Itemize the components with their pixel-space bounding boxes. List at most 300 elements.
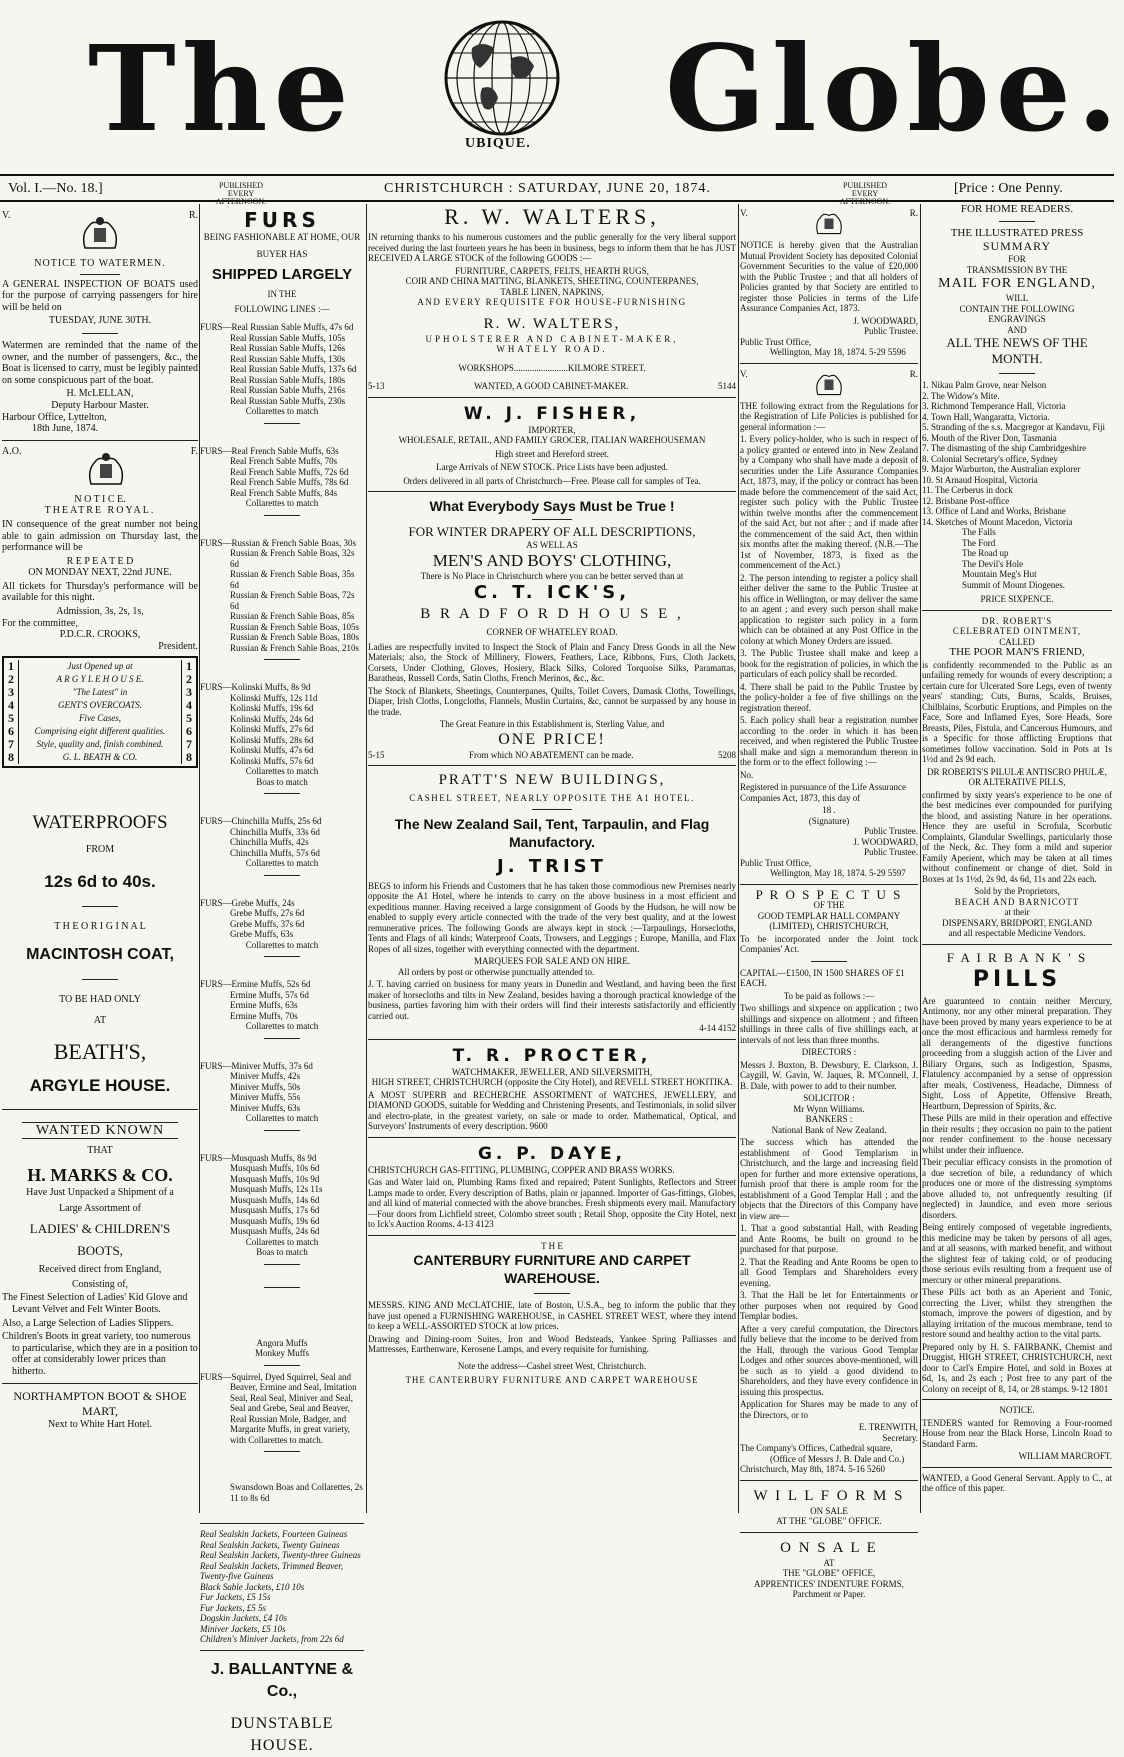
sold-by: Sold by the Proprietors, [974, 886, 1060, 896]
fur-item: Kolinski Muffs, 12s 11d [230, 692, 318, 703]
box-line: Comprising eight different qualities. [34, 726, 166, 737]
office: Public Trust Office, [740, 336, 812, 347]
trist-text-2: J. T. having carried on business for many years in Dunedin and Westland, and having been the first maker of horsecloths and tilts in New Zealand, besides having a thorough practical knowledge of the business, parties favoring him with their orders will find their interests satisfactorily and efficiently carried out. [368, 979, 736, 1021]
collarettes: Collarettes to match [245, 1021, 319, 1031]
fur-item: Russian & French Sable Boas, 72s 6d [230, 590, 355, 611]
fairbank-text-4: Being entirely composed of vegetable ingredients, this medicine may be taken by persons of all ages, and at all seasons, with marked benefit, and without the slightest fear of taking cold, or of producing those serious evils resulting from a frequent use of mercury or other mineral preparations. [922, 1222, 1112, 1285]
office: Harbour Office, Lyttelton, [2, 411, 107, 423]
for: FOR [1008, 254, 1026, 264]
that: THAT [87, 1145, 113, 1157]
macintosh-coat: MACINTOSH COAT, [26, 945, 174, 963]
fur-group-head: FURS—Grebe Muffs, 24s [200, 897, 295, 908]
boots-item: Children's Boots in great variety, too numerous to particularise, which they are in a position to offer at considerably lower prices than hitherto. [2, 1331, 198, 1377]
column-rule [920, 204, 921, 1513]
canterbury-footer: THE CANTERBURY FURNITURE AND CARPET WAREHOUSE [405, 1375, 699, 1385]
royal-arms-icon [75, 214, 125, 254]
date-place: CHRISTCHURCH : SATURDAY, JUNE 20, 1874. [384, 181, 711, 196]
date: Wellington, May 18, 1874. 5-29 5597 [770, 868, 906, 878]
engraving-item: 8. Colonial Secretary's office, Sydney [922, 453, 1058, 464]
regulation-3: 3. The Public Trustee shall make and keep a book for the registration of policies, in which the particulars of each policy shall be recorded. [740, 648, 918, 679]
fairbank-text: Are guaranteed to contain neither Mercury, Antimony, nor any other mineral preparation. They have been proved by many years experience to be at once the most efficacious and harmless remedy for all derangements of the digestive functions proceeding from a sluggish action of the Liver and Biliary Organs, such as Indigestion, Spasms, Flatulency accompanied by a sense of oppression after meals, Costiveness, Headache, Dimness of Sight, Loss of Appetite, Offensive Breath, Heartburn, Depression of Spirits, &c. [922, 995, 1112, 1111]
box-number: 1 [8, 659, 14, 674]
fur-group-head: FURS—Kolinski Muffs, 8s 9d [200, 682, 311, 692]
illustrated-press: THE ILLUSTRATED PRESS [950, 226, 1084, 239]
jacket-item: Real Sealskin Jackets, Twenty Guineas [200, 1539, 340, 1550]
mens-boys-clothing: MEN'S AND BOYS' CLOTHING, [432, 550, 672, 570]
engraving-item: 11. The Cerberus in dock [922, 485, 1013, 495]
fur-item: Real French Sable Muffs, 78s 6d [230, 477, 349, 487]
notice-watermen-title: NOTICE TO WATERMEN. [34, 258, 166, 269]
fur-item: Grebe Muffs, 63s [230, 929, 294, 939]
indenture-forms: APPRENTICES' INDENTURE FORMS, [754, 1578, 904, 1589]
box-number: 6 [8, 724, 14, 739]
ick-text-2: The Stock of Blankets, Sheetings, Counterpanes, Quilts, Toilet Covers, Damask Cloths, Towellings, Diaper, Irish Cloths, Longcloths, Flannels, Muslin Curtains, &c, cannot be surpassed by any house in the trade. [368, 685, 736, 717]
fur-item: Real Russian Sable Muffs, 126s [230, 343, 346, 353]
on-sale-heading: O N S A L E [780, 1539, 878, 1556]
summary: SUMMARY [982, 239, 1052, 253]
no-place: There is No Place in Christchurch where you can be better served than at [420, 570, 684, 581]
fur-item: Ermine Muffs, 57s 6d [230, 989, 309, 1000]
templar-object-2: 2. That the Reading and Ante Rooms be open to all Good Templars and Shareholders every evening. [740, 1256, 918, 1288]
boas-to-match: Boas to match [256, 1247, 308, 1257]
note-address: Note the address—Cashel street West, Christchurch. [457, 1360, 647, 1371]
fur-item: Musquash Muffs, 14s 6d [230, 1194, 320, 1205]
fisher-address: High street and Hereford street. [495, 448, 609, 459]
prospectus: P R O S P E C T U S [755, 886, 903, 902]
registered-text: Registered in pursuance of the Life Assurance Companies Act, 1873, this day of [740, 782, 906, 803]
signature-title: Deputy Harbour Master. [51, 399, 149, 411]
the: T H E [541, 1240, 563, 1251]
jacket-item: Real Sealskin Jackets, Fourteen Guineas [200, 1529, 348, 1539]
collarettes: Collarettes to match [245, 858, 319, 868]
published-note-left: PUBLISHED EVERY AFTERNOON. [215, 181, 267, 206]
fur-item: Kolinski Muffs, 24s 6d [230, 713, 314, 724]
r-mark: R. [188, 210, 198, 221]
column-1 [2, 204, 198, 1511]
column-5 [922, 204, 1112, 1511]
fur-item: Kolinski Muffs, 47s 6d [230, 745, 314, 755]
incorporated: To be incorporated under the Joint tock Companies' Act. [740, 933, 918, 954]
office: The Company's Offices, Cathedral square, [740, 1443, 893, 1453]
fairbanks: F A I R B A N K ' S [946, 949, 1088, 965]
h-marks: H. MARKS & CO. [27, 1165, 173, 1185]
great-feature: The Great Feature in this Establishment is, Sterling Value, and [439, 719, 665, 729]
ballantyne: J. BALLANTYNE & Co., [210, 1660, 354, 1700]
box-line: "The Latest" in [72, 687, 128, 698]
ref-number: 5208 [718, 749, 736, 760]
price-sixpence: PRICE SIXPENCE. [980, 594, 1054, 604]
nz-sail-manufactory: The New Zealand Sail, Tent, Tarpaulin, and Flag Manufactory. [394, 815, 710, 850]
year: 18 . [822, 805, 836, 815]
repeated: R E P E A T E D [66, 555, 134, 567]
fur-item: Musquash Muffs, 17s 6d [230, 1205, 320, 1215]
royal-arms-icon [809, 369, 849, 399]
jacket-item: Black Sable Jackets, £10 10s [200, 1581, 305, 1592]
contain: CONTAIN THE FOLLOWING [959, 303, 1075, 314]
collarettes: Collarettes to match [245, 939, 319, 950]
no-abatement: From which NO ABATEMENT can be made. [468, 749, 634, 760]
box-line: Just Opened up at [67, 661, 133, 672]
public-trustee: Public Trustee. [863, 326, 918, 336]
pratts-buildings: PRATT'S NEW BUILDINGS, [438, 772, 666, 788]
published-note-right: PUBLISHED EVERY AFTERNOON. [839, 181, 891, 206]
column-3 [368, 204, 736, 1511]
engraving-item: 6. Mouth of the River Don, Tasmania [922, 432, 1057, 443]
fisher-orders: Orders delivered in all parts of Christchurch—Free. Please call for samples of Tea. [403, 475, 701, 486]
cashel-street: CASHEL STREET, NEARLY OPPOSITE THE A1 HOTEL. [409, 793, 695, 803]
fur-item: Musquash Muffs, 19s 6d [230, 1215, 320, 1226]
beaths: BEATH'S, [53, 1038, 147, 1064]
jacket-item: Fur Jackets, £5 5s [200, 1602, 266, 1613]
directors-list: Messrs J. Buxton, B. Dewsbury, E. Clarkson, J. Caygill, W. Gavin, W. Jaques, R. M'Connell, J. B. Dale, with power to add to their number. [740, 1059, 918, 1091]
called: CALLED [999, 636, 1035, 647]
engraving-subitem: Mountain Meg's Hut [962, 569, 1037, 579]
king-text-2: Drawing and Dining-room Suites, Iron and Wood Bedsteads, Yankee Spring Palliasses and Mattresses, Earthenware, Kerosene Lamps, and every requisite for furnishing. [368, 1333, 736, 1354]
column-rule [738, 204, 739, 1513]
president: President. [158, 640, 198, 652]
fur-item: Kolinski Muffs, 19s 6d [230, 703, 314, 713]
orders-attended: All orders by post or otherwise punctually attended to. [398, 966, 595, 977]
signature: J. WOODWARD, [853, 315, 918, 326]
price: [Price : One Penny. [954, 181, 1063, 196]
jacket-item: Real Sealskin Jackets, Trimmed Beaver, Twenty-five Guineas [200, 1560, 343, 1581]
fur-group-head: FURS—Russian & French Sable Boas, 30s [200, 537, 357, 548]
engraving-item: 10. St Arnaud Hospital, Victoria [922, 474, 1038, 485]
squirrel-furs: FURS—Squirrel, Dyed Squirrel, Seal and Beaver, Ermine and Seal, Imitation Seal, Real Seal, Miniver and Seal, Seal and Grebe, Seal and Beaver, Real Russian Mole, Badger, and Margarite Muffs, in great variety, with Collarettes to match. [200, 1371, 357, 1445]
winter-drapery: FOR WINTER DRAPERY OF ALL DESCRIPTIONS, [408, 524, 696, 539]
engraving-subitem: The Devil's Hole [962, 558, 1024, 569]
fur-item: Real Russian Sable Muffs, 137s 6d [230, 364, 357, 374]
box-number: 4 [8, 698, 14, 713]
public-trustee: Public Trustee. [863, 847, 918, 857]
corner-whateley: CORNER OF WHATELEY ROAD. [486, 627, 618, 637]
royal-arms-icon [809, 208, 849, 238]
king-text: MESSRS. KING AND McCLATCHIE, late of Boston, U.S.A., beg to inform the public that they have just opened a FURNISHING WAREHOUSE, in CASHEL STREET WEST, where they intend to keep a WELL-ASSORTED STOCK at low prices. [368, 1300, 736, 1331]
box-line: A R G Y L E H O U S E. [56, 674, 144, 685]
jacket-item: Fur Jackets, £5 15s [200, 1592, 271, 1602]
collarettes: Collarettes to match [245, 1113, 319, 1123]
received: Received direct from England, [38, 1264, 162, 1276]
at: AT [93, 1015, 107, 1027]
regulation-2: 2. The person intending to register a policy shall either deliver the same to the Public Trustee at his office in Wellington, or may deliver the same to an agent ; and every such person shall make application to register such policy in a form which can be obtained at any Post Office in the colony at which Money Orders are issued. [740, 572, 918, 646]
argyle-house-box [2, 656, 198, 768]
angora-muffs: Angora Muffs [256, 1337, 308, 1348]
canterbury-warehouse: CANTERBURY FURNITURE AND CARPET WAREHOUSE. [413, 1252, 691, 1286]
box-number: 2 [8, 672, 14, 687]
ointment-text: is confidently recommended to the Public as an unfailing remedy for wounds of every description; a certain cure for Ulcerated Sore Legs, even of twenty years' standing; Cuts, Burns, Scalds, Bruises, Chilblains, Scorbutic Eruptions, and Pimples on the Face, Sore and Inflamed Eyes, Sore Heads, Sore Breasts, Piles, Fistula, and Cancerous Humours, and is a Specific for those afflicting Eruptions that sometimes follow vaccination. Sold in Pots at 1s 1½d and 2s 9d each. [922, 659, 1112, 764]
parchment: Parchment or Paper. [792, 1589, 866, 1599]
date: Christchurch, May 8th, 1874. 5-16 5260 [740, 1464, 885, 1474]
walters-name: R. W. WALTERS, [483, 315, 621, 332]
procter-text: A MOST SUPERB and RECHERCHE ASSORTMENT of WATCHES, JEWELLERY, and DIAMOND GOODS, suitable for Wedding and Christening Presents, and Testimonials, in solid silver and electro-plate, in the greatest variety, on sale or made to order. Mathematical, Optical, and Surveyors' Instruments of every description. 9600 [368, 1089, 736, 1131]
collarettes: Collarettes to match [245, 498, 319, 508]
fisher-heading: W. J. FISHER, [463, 403, 641, 424]
walters-text: IN returning thanks to his numerous customers and the public generally for the very liberal support received during the last fourteen years he has been in business, begs to inform them that he has JUST RECEIVED A LARGE STOCK of the following GOODS :— [368, 232, 736, 263]
f-mark: F. [190, 445, 198, 457]
ref-number: 5-13 [368, 381, 385, 391]
box-number: 3 [186, 685, 192, 700]
box-number: 8 [186, 750, 192, 765]
fur-group-head: FURS—Ermine Muffs, 52s 6d [200, 979, 311, 989]
masthead-title-right: Globe. [665, 19, 1124, 158]
pills-heading: PILLS [972, 966, 1062, 992]
fur-item: Musquash Muffs, 12s 11s [230, 1184, 323, 1194]
inspection-date: TUESDAY, JUNE 30TH. [48, 315, 152, 327]
on-sale: ON SALE [810, 1505, 848, 1516]
what-everybody-says: What Everybody Says Must be True ! [429, 498, 675, 514]
box-number: 6 [186, 724, 192, 739]
office-2: (Office of Messrs J. B. Dale and Co.) [770, 1453, 905, 1464]
ref-number: 5144 [717, 381, 736, 391]
masthead [0, 0, 1124, 170]
being-fashionable: BEING FASHIONABLE AT HOME, OUR [203, 232, 361, 242]
fur-item: Musquash Muffs, 24s 6d [230, 1226, 320, 1236]
roberts: DR. ROBERT'S [981, 615, 1053, 626]
waterproof-price: 12s 6d to 40s. [44, 872, 156, 892]
fur-item: Chinchilla Muffs, 33s 6d [230, 826, 320, 837]
wanted-servant: WANTED, a Good General Servant. Apply to C., at the office of this paper. [922, 1472, 1112, 1493]
signature: J. WOODWARD, [853, 836, 918, 847]
marcroft: WILLIAM MARCROFT. [1018, 1451, 1112, 1461]
boots-item: Also, a Large Selection of Ladies Slippers. [2, 1317, 174, 1329]
walters-goods: TABLE LINEN, NAPKINS, [500, 286, 604, 297]
monday-date: ON MONDAY NEXT, 22nd JUNE. [28, 567, 172, 579]
fur-item: Ermine Muffs, 70s [230, 1010, 298, 1021]
walters-workshops: WORKSHOPS........................KILMORE STREET. [458, 362, 646, 373]
templar-text-2: After a very careful computation, the Directors fully believe that the income to be derived from the Hall, through the various Good Templar Lodges and other sources above-mentioned, will be such as to yield a good dividend to Shareholders, and they have every confidence in issuing this prospectus. [740, 1323, 918, 1397]
no: No. [740, 769, 754, 780]
daye-heading: G. P. DAYE, [477, 1143, 627, 1164]
all-the-news: ALL THE NEWS OF THE MONTH. [946, 335, 1088, 366]
amp-notice: NOTICE is hereby given that the Australian Mutual Provident Society has deposited Colonial Government Securities to the value of £20,000 with the Public Trustee ; and that all holders of Policies granted by that Society are entitled to register those Policies in terms of the Life Assurance Companies Act, 1873. [740, 240, 918, 313]
mail-for-england: MAIL FOR ENGLAND, [938, 276, 1096, 291]
templar-object-3: 3. That the Hall be let for Entertainments or other purposes when not required by Good Templar bodies. [740, 1290, 918, 1321]
v-mark: V. [740, 208, 748, 218]
buyer-has: BUYER HAS [256, 248, 308, 259]
one-price: ONE PRICE! [498, 730, 606, 748]
jacket-item: Children's Miniver Jackets, from 22s 6d [200, 1634, 344, 1644]
engraving-subitem: The Falls [962, 527, 996, 537]
fur-group-head: FURS—Chinchilla Muffs, 25s 6d [200, 816, 322, 826]
to-be-paid: To be paid as follows :— [783, 990, 875, 1001]
following-lines: FOLLOWING LINES :— [234, 303, 330, 314]
fur-item: Chinchilla Muffs, 42s [230, 837, 309, 847]
daye-text: Gas and Water laid on, Plumbing Rams fixed and repaired; Patent Sunlights, Reflectors and Street Lamps made to order. Every description of Baths, plain or japanned. Importer of Gas-fittings, Globes, and all kind of material connected with the above branches. Fresh shipments every mail. Manufactory—Four doors from Lichfield street, Colombo street south ; Retail Shop, opposite the City Hotel, next to Ick's Auction Rooms. 4-13 4123 [368, 1177, 736, 1229]
fur-item: Russian & French Sable Boas, 32s 6d [230, 548, 355, 569]
v-mark: V. [2, 210, 11, 221]
fur-item: Russian & French Sable Boas, 85s [230, 611, 355, 621]
fur-group-head: FURS—Real French Sable Muffs, 63s [200, 445, 339, 456]
column-rule [366, 204, 367, 1513]
furs-heading: FURS [244, 208, 320, 232]
home-readers: FOR HOME READERS. [960, 203, 1074, 215]
ladies-childrens: LADIES' & CHILDREN'S [29, 1221, 171, 1237]
fur-item: Real Russian Sable Muffs, 216s [230, 385, 346, 395]
ref-number: 5-15 [368, 749, 385, 760]
box-number: 4 [186, 698, 192, 713]
fur-item: Kolinski Muffs, 28s 6d [230, 734, 314, 745]
engraving-item: 7. The dismasting of the ship Cambridgeshire [922, 443, 1087, 453]
daye-trade: CHRISTCHURCH GAS-FITTING, PLUMBING, COPPER AND BRASS WORKS. [368, 1164, 675, 1175]
box-line: Five Cases, [79, 713, 121, 724]
box-number: 7 [186, 737, 192, 752]
beach-barnicott: BEACH AND BARNICOTT [954, 896, 1080, 907]
tenders: TENDERS wanted for Removing a Four-roomed House from near the Black Horse, Lincoln Road to Standard Farm. [922, 1417, 1112, 1449]
capital: CAPITAL—£1500, IN 1500 SHARES OF £1 EACH. [740, 967, 905, 988]
fur-item: Russian & French Sable Boas, 210s [230, 642, 359, 653]
fairbank-text-6: Prepared only by H. S. FAIRBANK, Chemist and Druggist, HIGH STREET, CHRISTCHURCH, next door to Carl's Empire Hotel, and sold in Boxes at 6d, 1s, and 2s each ; Post free to any part of the Colony on receipt of 8, 14, or 28 stamps. 9-12 1801 [922, 1341, 1112, 1394]
fur-item: Real Russian Sable Muffs, 230s [230, 395, 346, 406]
fur-item: Musquash Muffs, 10s 6d [230, 1163, 320, 1173]
shipped-largely: SHIPPED LARGELY [211, 266, 353, 283]
large-assortment: Large Assortment of [58, 1202, 142, 1214]
notice-title: N O T I C E. [74, 493, 126, 505]
fur-item: Chinchilla Muffs, 57s 6d [230, 847, 320, 858]
office: Public Trust Office, [740, 857, 812, 868]
procter-trade: WATCHMAKER, JEWELLER, AND SILVERSMITH, [451, 1066, 653, 1077]
box-number: 5 [8, 711, 14, 726]
collarettes: Collarettes to match [245, 406, 319, 416]
to-be-had: TO BE HAD ONLY [59, 993, 141, 1005]
will: WILL [1005, 293, 1029, 303]
box-number: 5 [186, 711, 192, 726]
column-4 [740, 204, 918, 1599]
limited: (LIMITED), CHRISTCHURCH, [769, 921, 889, 931]
fur-item: Russian & French Sable Boas, 35s 6d [230, 569, 355, 590]
and: AND [1007, 324, 1027, 335]
walters-goods: COIR AND CHINA MATTING, BLANKETS, SHEETING, COUNTERPANES, [405, 276, 699, 286]
trist-heading: J. TRIST [497, 855, 607, 877]
notice-watermen-text: A GENERAL INSPECTION OF BOATS used for the purpose of carrying passengers for hire will be held on [2, 278, 198, 313]
trist-text: BEGS to inform his Friends and Customers that he has taken those commodious new Premises nearly opposite the A1 Hotel, where he intends to carry on the above business in a most efficient and expeditious manner. Having received a large consignment of Goods by the Hudson, he will now be enabled to supply every article connected with the trade of the very best quality, and at the lowest remunerative prices. The following Goods are always kept in stock :—Tarpaulings, Horsecloths, Tents and Flags of all kinds; Waterproof Coats, Trowsers, and Leggings ; Europe, Manilla, and Flax Ropes of all sizes, together with everything connected with the department. [368, 880, 736, 954]
from: FROM [85, 844, 115, 856]
box-number: 7 [8, 737, 14, 752]
marquees: MARQUEES FOR SALE AND ON HIRE. [473, 956, 630, 966]
notice-watermen-text-2: Watermen are reminded that the name of the owner, and the number of passengers, &c., the Boat is licensed to carry, must be legibly painted on some conspicuous part of the boat. [2, 339, 198, 386]
globe-emblem [442, 18, 562, 138]
dunstable-house: DUNSTABLE HOUSE. [230, 1714, 334, 1754]
engraving-item: 9. Major Warburton, the Australian explorer [922, 464, 1081, 474]
engraving-item: 13. Office of Land and Works, Brisbane [922, 506, 1066, 516]
dispensary: DISPENSARY, BRIDPORT, ENGLAND [942, 917, 1092, 928]
theatre-text: IN consequence of the great number not being able to gain admission on Thursday last, the performance will be [2, 518, 198, 554]
engraving-item: 14. Sketches of Mount Macedon, Victoria [922, 516, 1073, 527]
fur-group-head: FURS—Miniver Muffs, 37s 6d [200, 1060, 313, 1071]
monkey-muffs: Monkey Muffs [254, 1348, 310, 1358]
date: 18th June, 1874. [32, 423, 99, 435]
in-the: IN THE [267, 289, 297, 299]
boas-to-match: Boas to match [256, 776, 308, 787]
jacket-item: Miniver Jackets, £5 10s [200, 1623, 286, 1634]
signature: E. TRENWITH, [858, 1422, 918, 1432]
at-globe-office: AT THE "GLOBE" OFFICE. [776, 1516, 882, 1526]
jacket-item: Real Sealskin Jackets, Twenty-three Guineas [200, 1550, 361, 1560]
regulations-intro: THE following extract from the Regulations for the Registration of Life Policies is published for general information :— [740, 400, 918, 432]
jacket-item: Dogskin Jackets, £4 10s [200, 1613, 287, 1623]
at: AT [823, 1557, 835, 1568]
bradford-house: B R A D F O R D H O U S E , [420, 606, 684, 622]
waterproofs: WATERPROOFS [32, 812, 168, 834]
medicine-vendors: and all respectable Medicine Vendors. [948, 928, 1086, 938]
engraving-item: 3. Richmond Temperance Hall, Victoria [922, 401, 1066, 411]
templar-text: The success which has attended the establishment of Good Templarism in Christchurch, and the large and increasing field open for further and more extensive operations, furnish proof that there is ample room for the establishment of a Good Templar Hall ; and the objects that the Directors of this Company have in view are— [740, 1137, 918, 1221]
the-original: T H E O R I G I N A L [54, 921, 146, 933]
fur-item: Real French Sable Muffs, 70s [230, 456, 338, 466]
royal-arms-icon [81, 450, 131, 490]
fur-item: Miniver Muffs, 50s [230, 1081, 301, 1092]
good-templar-hall: GOOD TEMPLAR HALL COMPANY [757, 910, 901, 921]
collarettes: Collarettes to match [245, 766, 319, 776]
secretary: Secretary. [882, 1432, 918, 1443]
wanted-known: WANTED KNOWN [22, 1122, 178, 1140]
celebrated-ointment: CELEBRATED OINTMENT, [952, 626, 1082, 636]
box-line: G. L. BEATH & CO. [62, 752, 138, 763]
r-mark: R. [909, 368, 918, 379]
fur-item: Real Russian Sable Muffs, 130s [230, 353, 346, 364]
ick-heading: C. T. ICK'S, [473, 582, 631, 603]
signature-placeholder: (Signature) [808, 815, 850, 826]
walters-goods: FURNITURE, CARPETS, FELTS, HEARTH RUGS, [455, 265, 649, 276]
procter-heading: T. R. PROCTER, [452, 1045, 652, 1066]
pilulae: DR ROBERTS'S PILULÆ ANTISCRO PHULÆ, OR ALTERATIVE PILLS, [927, 766, 1107, 787]
fur-item: Ermine Muffs, 63s [230, 1000, 298, 1010]
engraving-item: 2. The Widow's Mite. [922, 390, 1000, 401]
engraving-subitem: The Ford [962, 537, 996, 548]
admission: Admission, 3s, 2s, 1s, [56, 606, 144, 618]
committee: For the committee, [2, 617, 78, 629]
dateline [0, 174, 1114, 206]
signature: H. McLELLAN, [66, 388, 134, 400]
fur-item: Miniver Muffs, 63s [230, 1102, 301, 1113]
payment-terms: Two shillings and sixpence on application ; two shillings and sixpence on allotment ; and fifteen shillings in three calls of five shillings each, at intervals of not less than three months. [740, 1003, 918, 1045]
engraving-item: 12. Brisbane Post-office [922, 495, 1010, 506]
bankers: BANKERS : [805, 1114, 853, 1124]
fisher-importer: IMPORTER, [528, 424, 576, 435]
fur-item: Miniver Muffs, 55s [230, 1092, 301, 1102]
walters-heading: R. W. WALTERS, [444, 204, 660, 229]
notice: NOTICE. [999, 1405, 1035, 1415]
v-mark: V. [740, 368, 748, 379]
column-2 [200, 204, 364, 1754]
walters-goods: AND EVERY REQUISITE FOR HOUSE-FURNISHING [417, 297, 687, 307]
fur-group-head: FURS—Real Russian Sable Muffs, 47s 6d [200, 322, 354, 332]
regulation-4: 4. There shall be paid to the Public Trustee by the policy-holder a fee of five shillings on the registration thereof. [740, 681, 918, 713]
date: Wellington, May 18, 1874. 5-29 5596 [770, 347, 906, 357]
solicitor-name: Mr Wynn Williams. [793, 1103, 865, 1114]
fur-item: Musquash Muffs, 10s 9d [230, 1173, 320, 1184]
theatre-royal: THEATRE ROYAL. [44, 505, 156, 517]
fur-group-head: FURS—Musquash Muffs, 8s 9d [200, 1152, 317, 1163]
r-mark: R. [909, 208, 918, 218]
fairbank-text-3: Their peculiar efficacy consists in the promotion of a due secretion of bile, a redundancy of which produces one or more of the distressing symptoms above alluded to, not unfrequently resulting (if neglected) in Jaundice, and even more serious disorders. [922, 1157, 1112, 1220]
fur-item: Grebe Muffs, 37s 6d [230, 918, 305, 929]
bank-name: National Bank of New Zealand. [771, 1124, 887, 1135]
have-unpacked: Have Just Unpacked a Shipment of a [26, 1187, 174, 1198]
box-line: Style, quality and, finish combined. [36, 739, 164, 750]
boots: BOOTS, [77, 1243, 123, 1259]
engraving-item: 1. Nikau Palm Grove, near Nelson [922, 380, 1047, 390]
ref-number: 4-14 4152 [699, 1023, 736, 1033]
fur-item: Grebe Muffs, 27s 6d [230, 908, 305, 918]
ao-mark: A.O. [2, 445, 22, 457]
consisting: Consisting of, [71, 1278, 129, 1290]
fur-item: Real Russian Sable Muffs, 180s [230, 374, 346, 385]
fur-item: Real French Sable Muffs, 72s 6d [230, 466, 349, 477]
engraving-item: 5. Stranding of the s.s. Macgregor at Kandavu, Fiji [922, 422, 1105, 432]
masthead-title-left: The [88, 19, 355, 158]
motto: UBIQUE. [465, 136, 531, 151]
templar-text-3: Application for Shares may be made to any of the Directors, or to [740, 1399, 918, 1420]
